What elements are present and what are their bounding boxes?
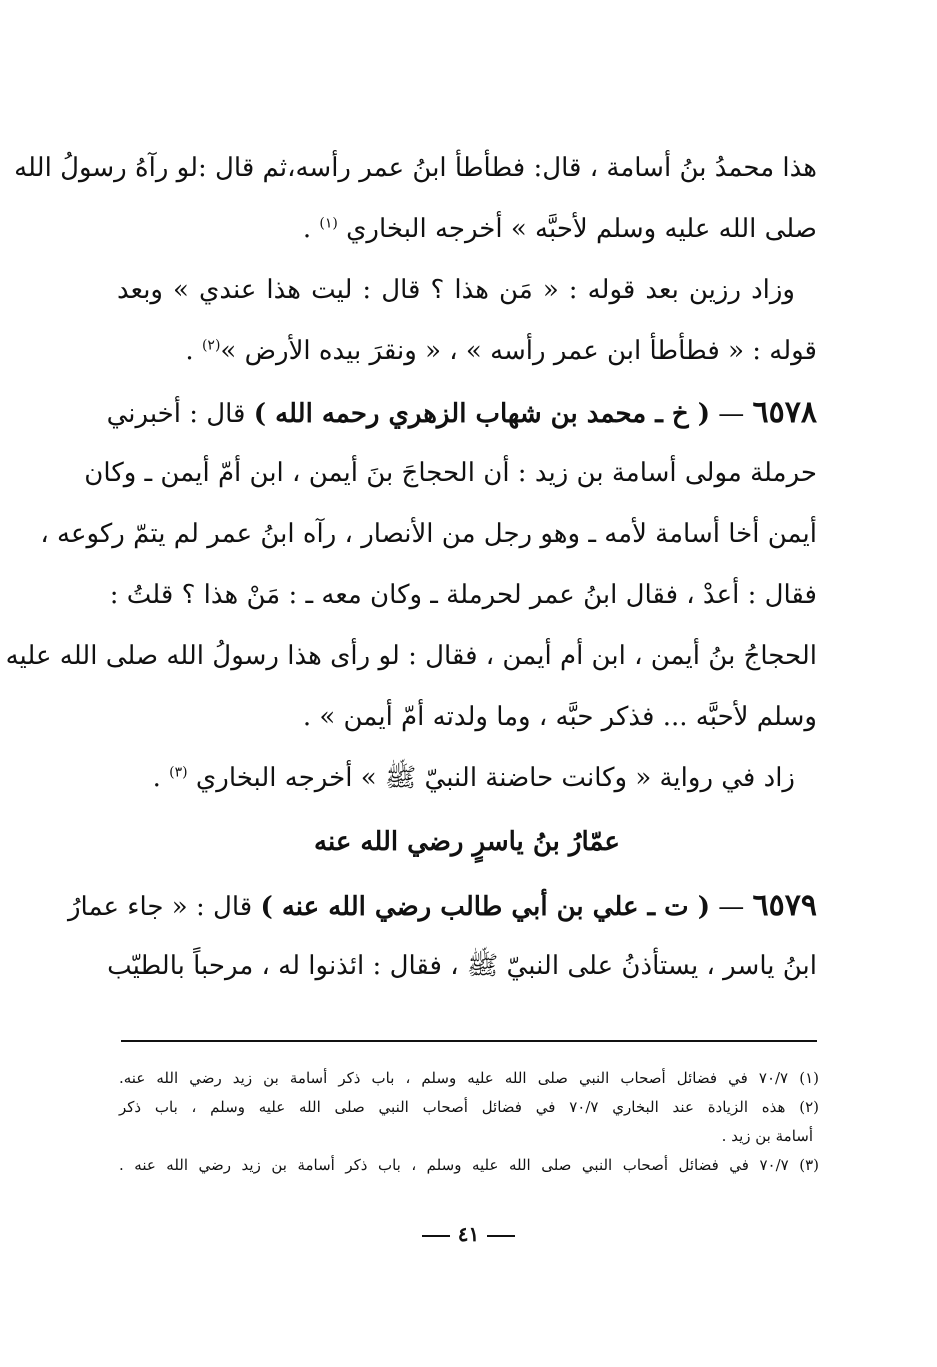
- footnote: (٣) ٧٠/٧ في فضائل أصحاب النبي صلى الله عليه وسلم ، باب ذكر أسامة بن زيد رضي الله عنه .: [119, 1156, 820, 1174]
- footnote-ref: (٣): [169, 764, 188, 781]
- hadith-dash: —: [718, 399, 745, 429]
- hadith-text: قال : « جاء عمارُ: [68, 892, 253, 922]
- main-text: [5, 138, 817, 997]
- page-number-dash: [487, 1235, 515, 1237]
- hadith-source: ( خ ـ محمد بن شهاب الزهري رحمه الله ): [253, 399, 711, 429]
- footnote-continuation: أسامة بن زيد .: [721, 1127, 813, 1145]
- hadith-source: ( ت ـ علي بن أبي طالب رضي الله عنه ): [260, 892, 711, 922]
- section-heading: عمّارُ بنُ ياسرٍ رضي الله عنه: [314, 827, 620, 857]
- text-line: الحجاجُ بنُ أيمن ، ابن أم أيمن ، فقال : لو رأى هذا رسولُ الله صلى الله عليه: [5, 641, 817, 671]
- footnote: (٢) هذه الزيادة عند البخاري ٧٠/٧ في فضائل أصحاب النبي صلى الله عليه وسلم ، باب ذكر: [119, 1098, 819, 1116]
- hadith-number: ٦٥٧٩: [752, 888, 817, 923]
- text-line: وزاد رزين بعد قوله : « مَن هذا ؟ قال : ليت هذا عندي » وبعد: [117, 275, 795, 305]
- footnote: (١) ٧٠/٧ في فضائل أصحاب النبي صلى الله عليه وسلم ، باب ذكر أسامة بن زيد رضي الله عنه.: [119, 1069, 819, 1087]
- text-line: أيمن أخا أسامة لأمه ـ وهو رجل من الأنصار ، رآه ابنُ عمر لم يتمّ ركوعه ،: [40, 519, 817, 549]
- text-line: حرملة مولى أسامة بن زيد : أن الحجاجَ بنَ أيمن ، ابن أمّ أيمن ـ وكان: [84, 458, 817, 488]
- hadith-text: قال : أخبرني: [106, 399, 246, 429]
- text-line: ابنُ ياسر ، يستأذنُ على النبيّ ﷺ ، فقال : ائذنوا له ، مرحباً بالطيّب: [107, 951, 817, 981]
- text-line: فقال : أعدْ ، فقال ابنُ عمر لحرملة ـ وكان معه ـ : مَنْ هذا ؟ قلتُ :: [109, 580, 817, 610]
- footnote-ref: (٢): [201, 337, 221, 354]
- hadith-dash: —: [718, 892, 745, 922]
- text-line: هذا محمدُ بنُ أسامة ، قال: فطأطأ ابنُ عمر رأسه،ثم قال :لو رآهُ رسولُ الله: [14, 153, 817, 183]
- hadith-6578-header: [106, 382, 817, 443]
- page-number: ٤١: [0, 1222, 937, 1246]
- text-line: وسلم لأحبَّه ... فذكر حبَّه ، وما ولدته أمّ أيمن » .: [302, 702, 817, 732]
- hadith-6579-header: [68, 875, 817, 936]
- text-line: صلى الله عليه وسلم لأحبَّه » أخرجه البخاري $^{(١)}$ .: [302, 214, 817, 244]
- text-line: قوله : « فطأطأ ابن عمر رأسه » ، « ونقرَ بيده الأرض »$^{(٢)}$ .: [185, 336, 817, 366]
- footnotes: [119, 1064, 819, 1180]
- page-number-dash: [422, 1235, 450, 1237]
- hadith-number: ٦٥٧٨: [752, 395, 817, 430]
- footnote-divider: [121, 1040, 817, 1042]
- footnote-ref: (١): [319, 215, 338, 232]
- text-line: زاد في رواية « وكانت حاضنة النبيّ ﷺ » أخرجه البخاري $^{(٣)}$ .: [152, 763, 795, 793]
